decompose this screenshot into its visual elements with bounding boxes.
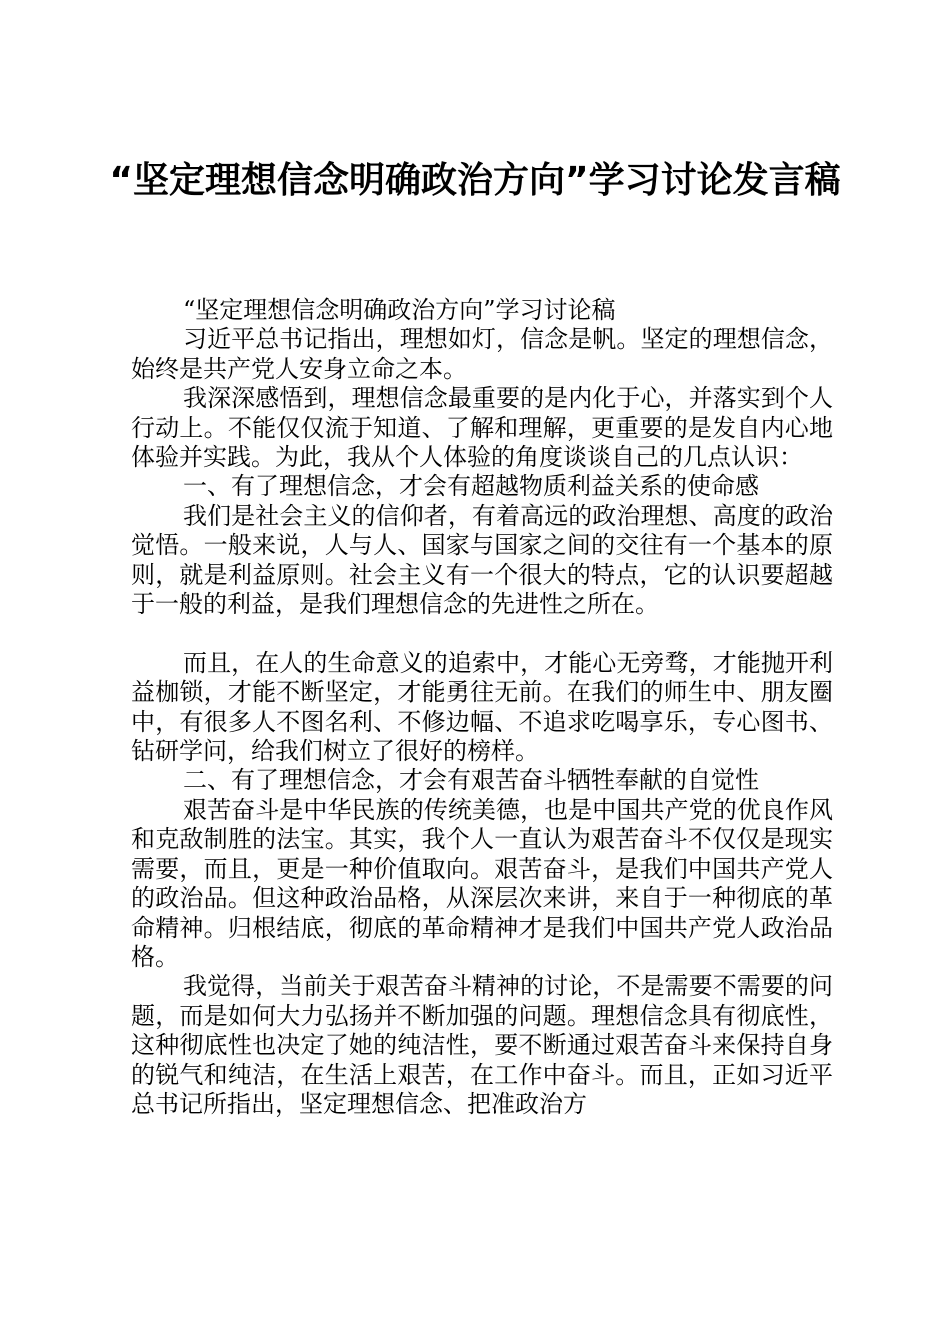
paragraph-3: 我们是社会主义的信仰者，有着高远的政治理想、高度的政治觉悟。一般来说，人与人、国家与国家之间的交往有一个基本的原则，就是利益原则。社会主义有一个很大的特点，它的认识要超越于一般的利益，是我们理想信念的先进性之所在。	[131, 501, 833, 619]
document-subtitle: “坚定理想信念明确政治方向”学习讨论稿	[183, 296, 616, 324]
paragraph-6: 我觉得，当前关于艰苦奋斗精神的讨论，不是需要不需要的问题，而是如何大力弘扬并不断加强的问题。理想信念具有彻底性，这种彻底性也决定了她的纯洁性，要不断通过艰苦奋斗来保持自身的锐气和纯洁，在生活上艰苦，在工作中奋斗。而且，正如习近平总书记所指出，坚定理想信念、把准政治方	[131, 972, 833, 1118]
section-heading-1: 一、有了理想信念，才会有超越物质利益关系的使命感	[183, 472, 759, 501]
section-heading-2: 二、有了理想信念，才会有艰苦奋斗牺牲奉献的自觉性	[183, 766, 759, 795]
document-body	[131, 296, 833, 1119]
paragraph-4: 而且，在人的生命意义的追索中，才能心无旁骛，才能抛开利益枷锁，才能不断坚定，才能勇往无前。在我们的师生中、朋友圈中，有很多人不图名利、不修边幅、不追求吃喝享乐，专心图书、钻研学问，给我们树立了很好的榜样。	[131, 648, 833, 766]
paragraph-2: 我深深感悟到，理想信念最重要的是内化于心，并落实到个人行动上。不能仅仅流于知道、了解和理解，更重要的是发自内心地体验并实践。为此，我从个人体验的角度谈谈自己的几点认识：	[131, 384, 833, 472]
document-title: “坚定理想信念明确政治方向”学习讨论发言稿	[109, 160, 841, 201]
paragraph-5: 艰苦奋斗是中华民族的传统美德，也是中国共产党的优良作风和克敌制胜的法宝。其实，我个人一直认为艰苦奋斗不仅仅是现实需要，而且，更是一种价值取向。艰苦奋斗，是我们中国共产党人的政治品。但这种政治品格，从深层次来讲，来自于一种彻底的革命精神。归根结底，彻底的革命精神才是我们中国共产党人政治品格。	[131, 795, 833, 971]
paragraph-1: 习近平总书记指出，理想如灯，信念是帆。坚定的理想信念，始终是共产党人安身立命之本。	[131, 325, 833, 383]
blank-line	[131, 619, 833, 648]
